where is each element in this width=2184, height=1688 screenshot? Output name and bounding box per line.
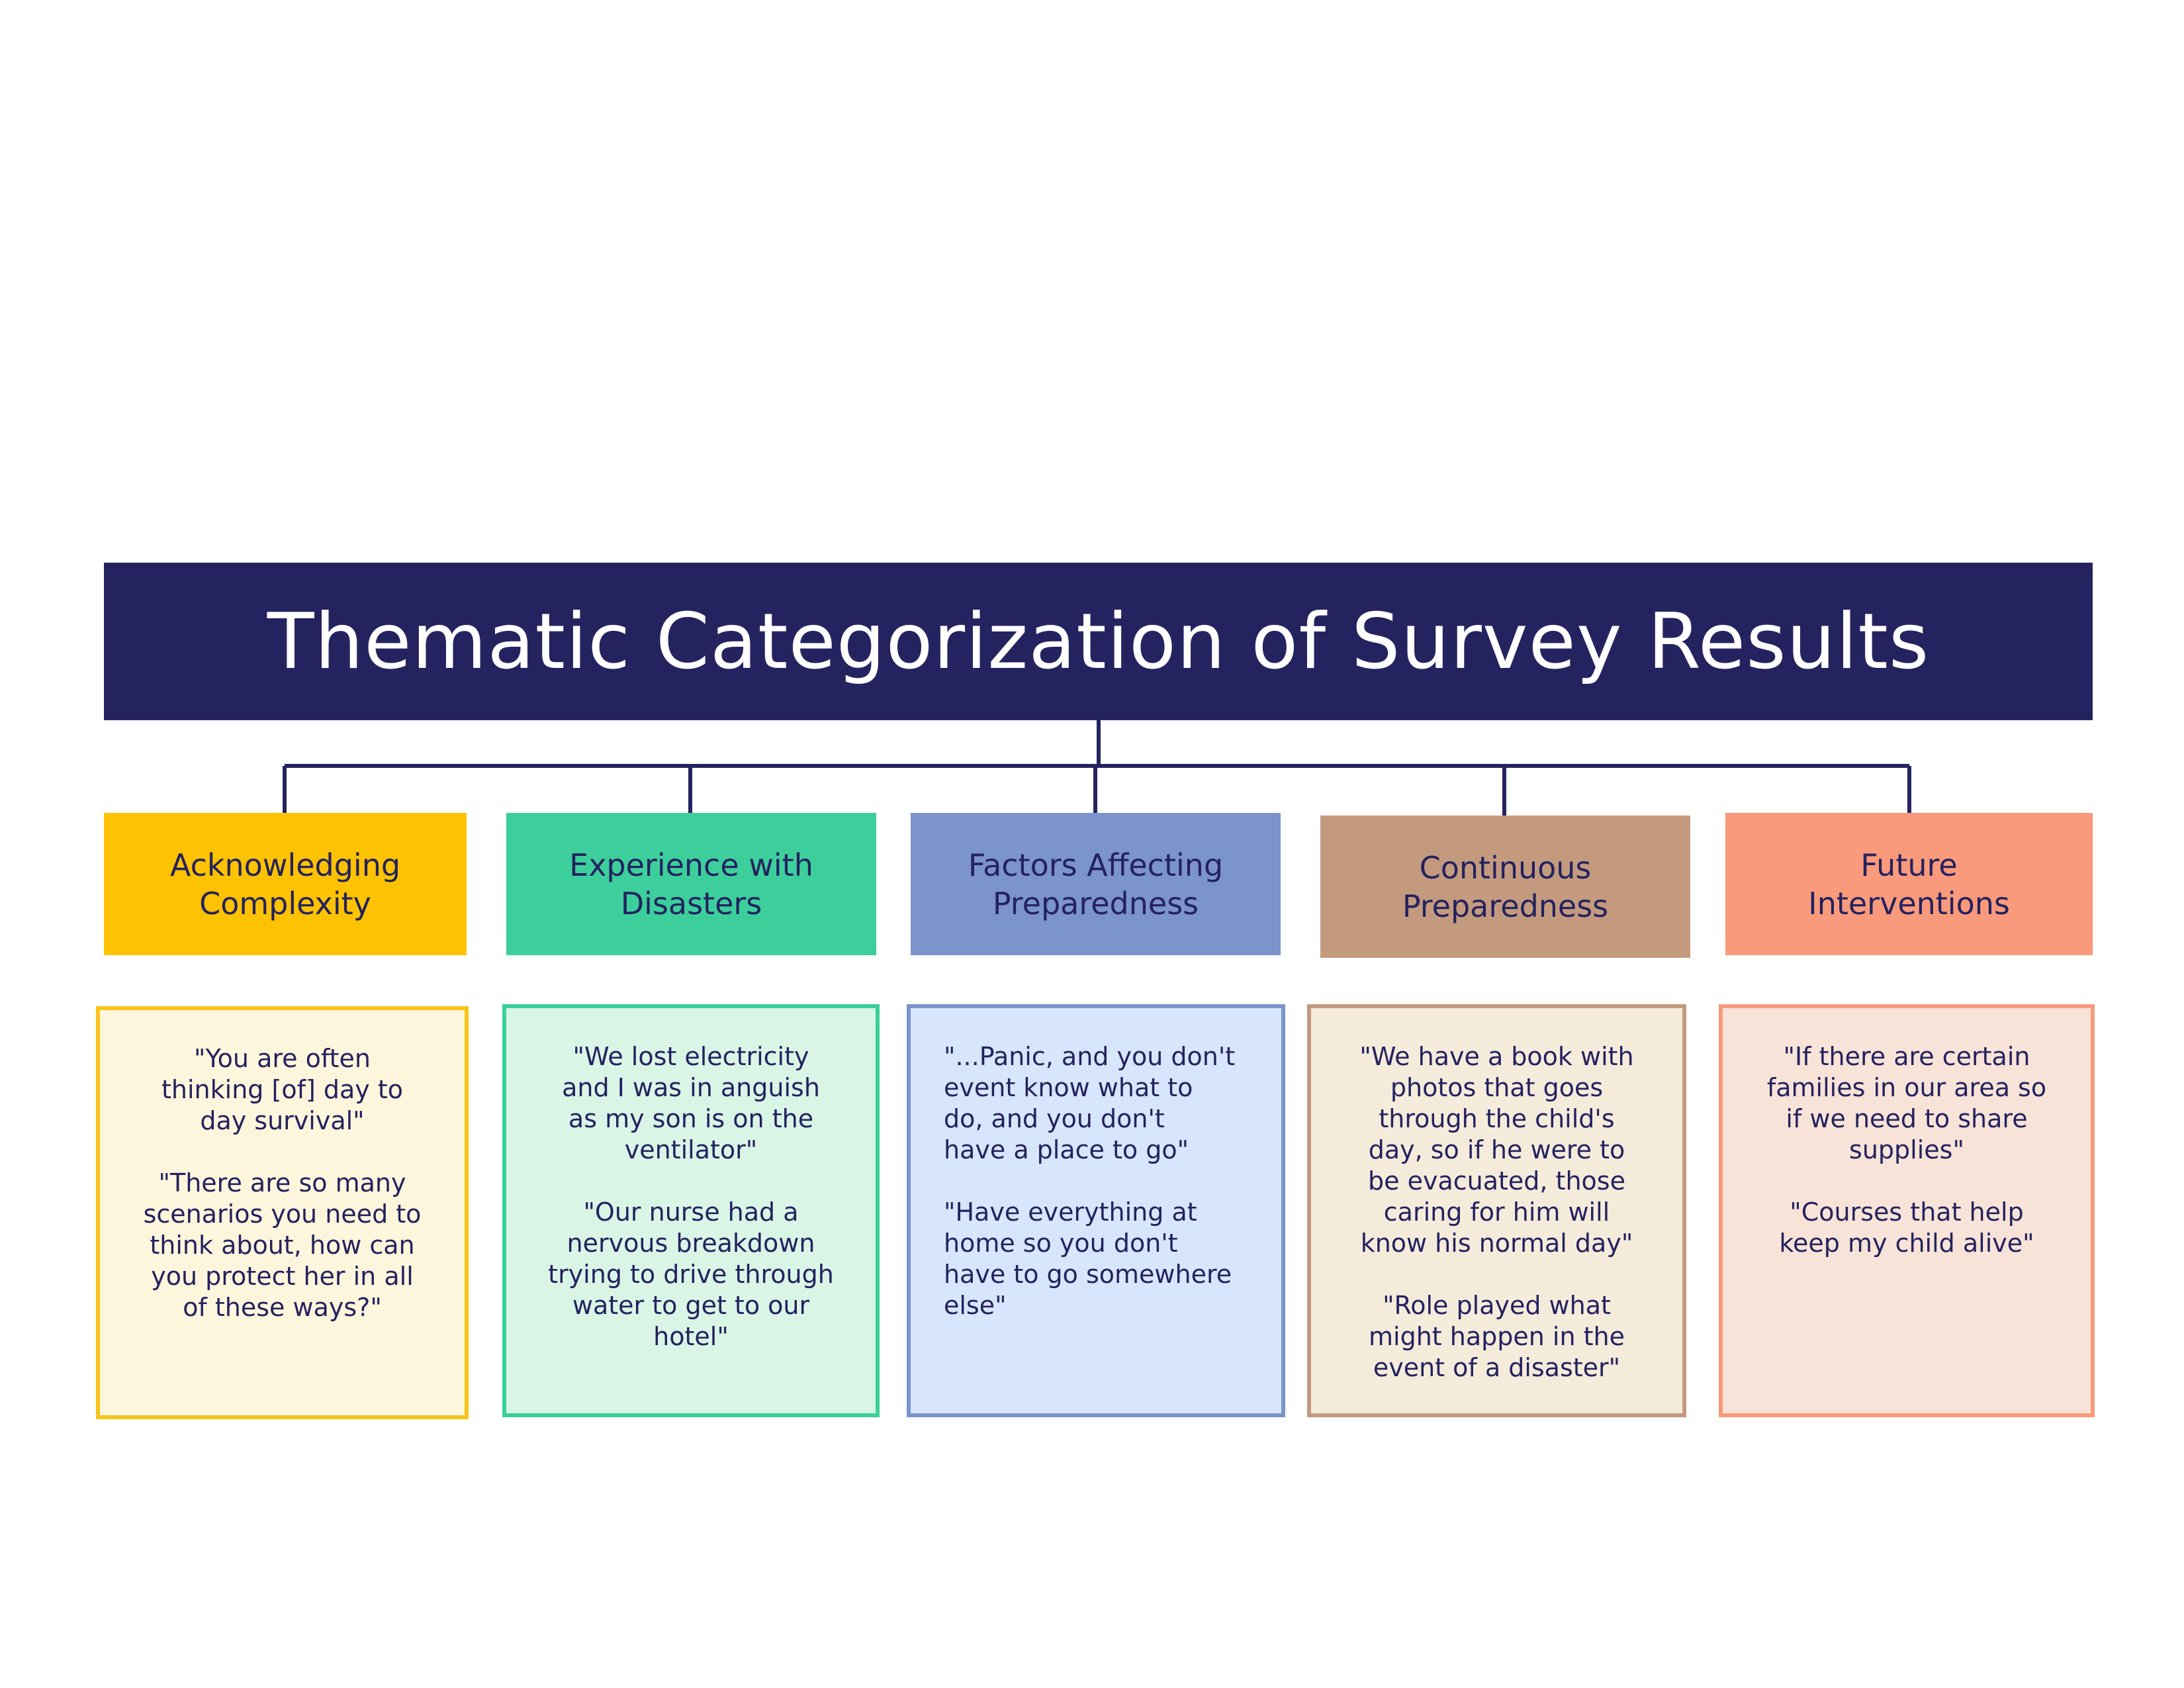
quote-box-continuous-preparedness [1307, 1004, 1686, 1417]
quote-text: "If there are certain families in our area so if we need to share supplies" [1766, 1042, 2047, 1164]
quote-text: "We lost electricity and I was in anguish as my son is on the ventilator" [562, 1042, 820, 1164]
category-label: Continuous Preparedness [1402, 849, 1609, 924]
quote-text: "Role played what might happen in the event of a disaster" [1369, 1291, 1625, 1382]
title-bar [104, 563, 2093, 720]
category-factors-affecting-preparedness [911, 813, 1281, 955]
diagram-title: Thematic Categorization of Survey Results [267, 596, 1930, 686]
category-label: Future Interventions [1808, 847, 2010, 921]
category-continuous-preparedness [1320, 816, 1690, 958]
category-future-interventions [1725, 813, 2093, 955]
quote-text: "...Panic, and you don't event know what to do, and you don't have a place to go" [944, 1042, 1236, 1164]
quote-box-factors-affecting-preparedness [907, 1004, 1285, 1417]
category-label: Experience with Disasters [569, 847, 813, 921]
category-acknowledging-complexity [104, 813, 467, 955]
quote-text: "There are so many scenarios you need to think about, how can you protect her in all of these ways?" [143, 1168, 422, 1322]
quote-text: "You are often thinking [of] day to day survival" [161, 1044, 403, 1135]
quote-box-experience-with-disasters [502, 1004, 880, 1417]
quote-text: "Have everything at home so you don't have to go somewhere else" [944, 1197, 1232, 1320]
quote-text: "Our nurse had a nervous breakdown trying to drive through water to get to our hotel" [548, 1197, 834, 1351]
category-experience-with-disasters [506, 813, 876, 955]
category-label: Factors Affecting Preparedness [968, 847, 1224, 921]
quote-box-acknowledging-complexity [96, 1006, 469, 1419]
quote-text: "Courses that help keep my child alive" [1779, 1197, 2034, 1258]
category-label: Acknowledging Complexity [169, 847, 401, 921]
quote-box-future-interventions [1719, 1004, 2095, 1417]
quote-text: "We have a book with photos that goes through the child's day, so if he were to be evacuated, those caring for him will know his normal day" [1359, 1042, 1634, 1258]
